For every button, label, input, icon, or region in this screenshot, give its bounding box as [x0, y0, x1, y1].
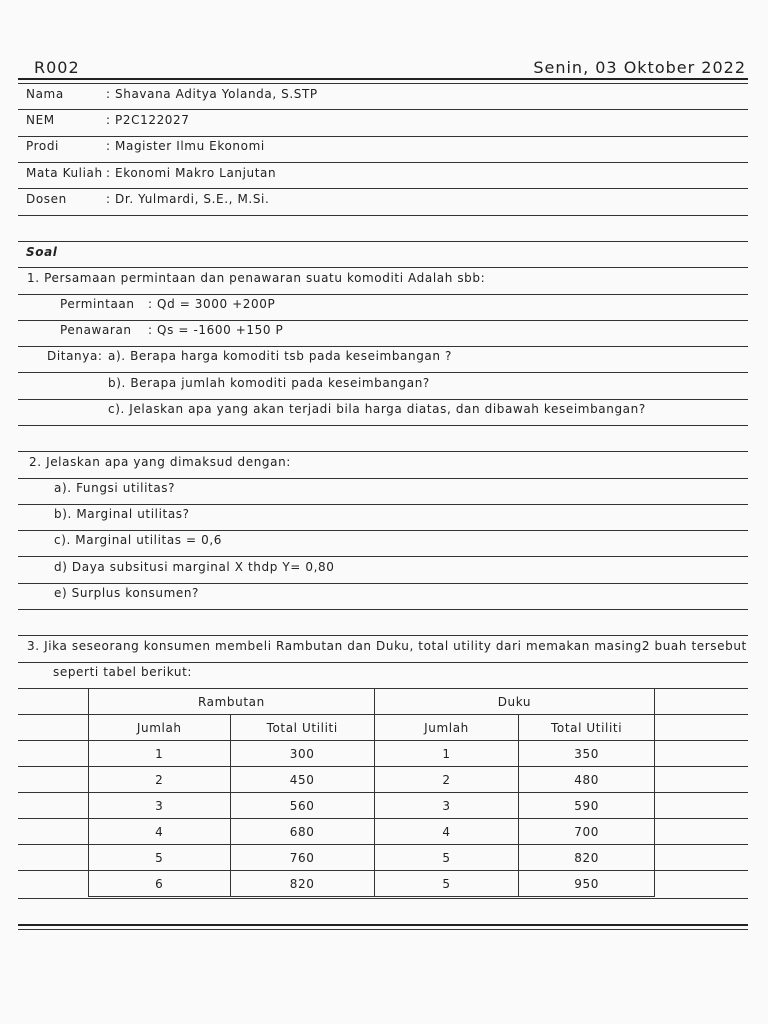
ditanya-label: Ditanya: [47, 349, 103, 363]
table-row [89, 819, 655, 845]
footer-rule-second [18, 929, 748, 930]
info-value-mata-kuliah: : Ekonomi Makro Lanjutan [106, 166, 277, 180]
table-cell: 680 [230, 819, 374, 845]
ruled-line [18, 662, 748, 663]
table-cell: 560 [230, 793, 374, 819]
header-rule [18, 78, 748, 80]
table-cell: 820 [519, 845, 655, 871]
table-cell: 1 [374, 741, 518, 767]
ruled-line [18, 162, 748, 163]
question-3-text: 3. Jika seseorang konsumen membeli Rambutan dan Duku, total utility dari memakan masing2 buah tersebut [27, 639, 747, 653]
table-cell: 2 [374, 767, 518, 793]
table-row [89, 871, 655, 897]
table-cell: 2 [89, 767, 231, 793]
ruled-line [18, 399, 748, 400]
col-total-duku: Total Utiliti [519, 715, 655, 741]
question-1b: b). Berapa jumlah komoditi pada keseimbangan? [108, 376, 430, 390]
table-cell: 700 [519, 819, 655, 845]
ruled-line [18, 556, 748, 557]
ruled-line [18, 136, 748, 137]
ruled-line [18, 451, 748, 452]
table-subheader-row [89, 715, 655, 741]
info-value-nama: : Shavana Aditya Yolanda, S.STP [106, 87, 318, 101]
soal-heading: Soal [26, 245, 58, 259]
table-cell: 480 [519, 767, 655, 793]
permintaan-label: Permintaan [60, 297, 135, 311]
question-2a: a). Fungsi utilitas? [54, 481, 176, 495]
table-cell: 300 [230, 741, 374, 767]
table-row [89, 793, 655, 819]
ruled-line [18, 188, 748, 189]
col-jumlah-duku: Jumlah [374, 715, 518, 741]
question-2c: c). Marginal utilitas = 0,6 [54, 533, 222, 547]
ruled-line [18, 215, 748, 216]
table-cell: 350 [519, 741, 655, 767]
table-row [89, 741, 655, 767]
ruled-line [18, 294, 748, 295]
permintaan-equation: : Qd = 3000 +200P [148, 297, 276, 311]
table-row [89, 845, 655, 871]
ruled-line [18, 241, 748, 242]
ruled-line [18, 898, 748, 899]
header-rule-second [18, 83, 748, 84]
info-label-mata-kuliah: Mata Kuliah [26, 166, 103, 180]
info-label-dosen: Dosen [26, 192, 67, 206]
table-cell: 1 [89, 741, 231, 767]
table-cell: 4 [89, 819, 231, 845]
ruled-line [18, 109, 748, 110]
footer-rule [18, 924, 748, 926]
col-jumlah-rambutan: Jumlah [89, 715, 231, 741]
ruled-line [18, 372, 748, 373]
col-total-rambutan: Total Utiliti [230, 715, 374, 741]
table-cell: 5 [89, 845, 231, 871]
info-value-prodi: : Magister Ilmu Ekonomi [106, 139, 265, 153]
ruled-line [18, 425, 748, 426]
ruled-line [18, 478, 748, 479]
utility-table [88, 688, 655, 897]
table-header-duku: Duku [374, 689, 654, 715]
penawaran-label: Penawaran [60, 323, 132, 337]
table-cell: 450 [230, 767, 374, 793]
table-cell: 5 [374, 871, 518, 897]
ruled-line [18, 346, 748, 347]
ruled-line [18, 504, 748, 505]
info-label-nama: Nama [26, 87, 64, 101]
ruled-line [18, 583, 748, 584]
info-value-dosen: : Dr. Yulmardi, S.E., M.Si. [106, 192, 270, 206]
ruled-line [18, 320, 748, 321]
table-header-row [89, 689, 655, 715]
question-1c: c). Jelaskan apa yang akan terjadi bila harga diatas, dan dibawah keseimbangan? [108, 402, 646, 416]
question-2e: e) Surplus konsumen? [54, 586, 200, 600]
ruled-line [18, 609, 748, 610]
question-2d: d) Daya subsitusi marginal X thdp Y= 0,80 [54, 560, 335, 574]
table-cell: 760 [230, 845, 374, 871]
table-cell: 950 [519, 871, 655, 897]
info-label-prodi: Prodi [26, 139, 59, 153]
document-code: R002 [34, 58, 80, 77]
table-cell: 4 [374, 819, 518, 845]
table-cell: 5 [374, 845, 518, 871]
penawaran-equation: : Qs = -1600 +150 P [148, 323, 284, 337]
info-value-nem: : P2C122027 [106, 113, 190, 127]
document-date: Senin, 03 Oktober 2022 [533, 58, 746, 77]
table-cell: 6 [89, 871, 231, 897]
ruled-line [18, 635, 748, 636]
question-2-text: 2. Jelaskan apa yang dimaksud dengan: [29, 455, 291, 469]
table-row [89, 767, 655, 793]
table-cell: 590 [519, 793, 655, 819]
question-2b: b). Marginal utilitas? [54, 507, 190, 521]
question-3-text-continued: seperti tabel berikut: [53, 665, 193, 679]
info-label-nem: NEM [26, 113, 55, 127]
ruled-line [18, 267, 748, 268]
question-1a: a). Berapa harga komoditi tsb pada keseimbangan ? [108, 349, 452, 363]
table-cell: 3 [89, 793, 231, 819]
table-header-rambutan: Rambutan [89, 689, 375, 715]
question-1-text: 1. Persamaan permintaan dan penawaran suatu komoditi Adalah sbb: [27, 271, 486, 285]
ruled-line [18, 530, 748, 531]
table-cell: 820 [230, 871, 374, 897]
table-cell: 3 [374, 793, 518, 819]
